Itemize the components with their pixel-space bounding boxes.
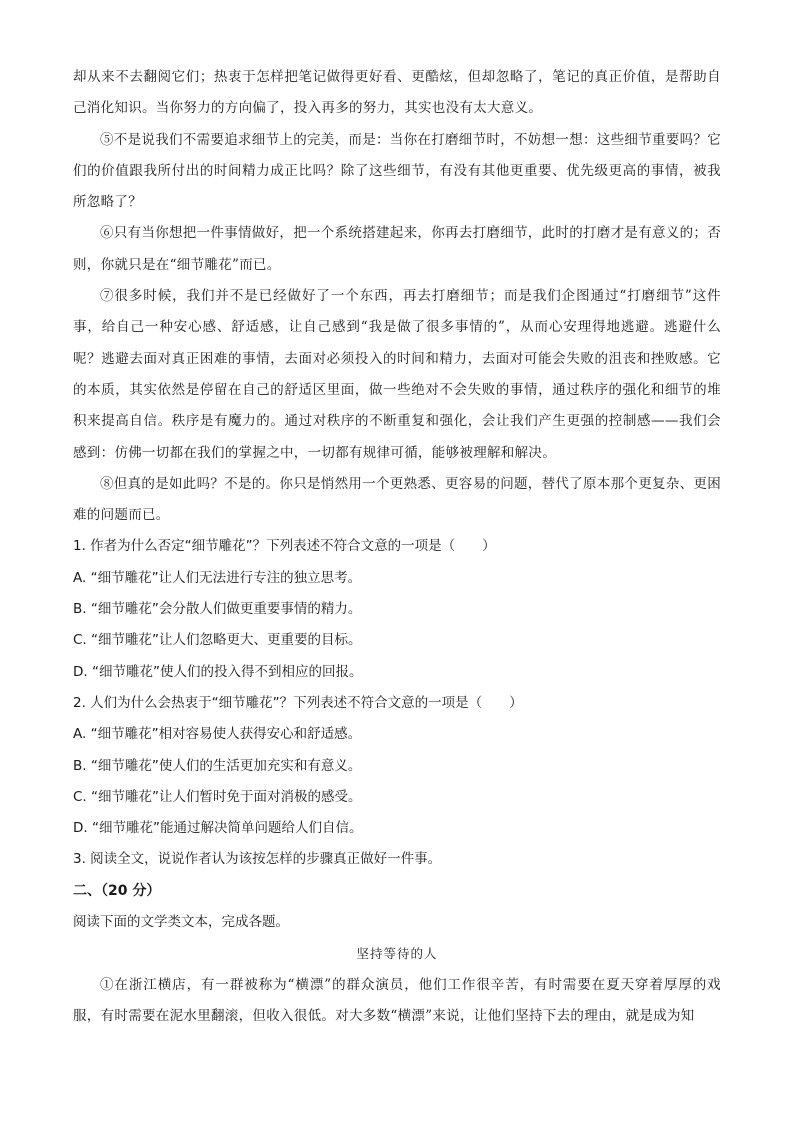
- passage-paragraph-8: ⑧但真的是如此吗？不是的。你只是悄然用一个更熟悉、更容易的问题，替代了原本那个更复杂、更困难的问题而已。: [73, 475, 721, 524]
- question-1-option-c: C. “细节雕花”让人们忽略更大、更重要的目标。: [73, 632, 362, 649]
- question-2-stem: 2. 人们为什么会热衷于“细节雕花”？下列表述不符合文意的一项是（ ）: [73, 694, 523, 711]
- question-1-stem: 1. 作者为什么否定“细节雕花”？下列表述不符合文意的一项是（ ）: [73, 538, 496, 555]
- passage-paragraph-continued: 却从来不去翻阅它们；热衷于怎样把笔记做得更好看、更酷炫，但却忽略了，笔记的真正价值，是帮助自己消化知识。当你努力的方向偏了，投入再多的努力，其实也没有太大意义。: [73, 69, 721, 117]
- passage-2-title: 坚持等待的人: [356, 946, 438, 962]
- question-1-option-a: A. “细节雕花”让人们无法进行专注的独立思考。: [73, 569, 362, 586]
- question-3-stem: 3. 阅读全文，说说作者认为该按怎样的步骤真正做好一件事。: [73, 851, 442, 868]
- passage-2-paragraph-1: ①在浙江横店，有一群被称为“横漂”的群众演员，他们工作很辛苦，有时需要在夏天穿着厚厚的戏服，有时需要在泥水里翻滚，但收入很低。对大多数“横漂”来说，让他们坚持下去的理由，就是成为知: [73, 976, 721, 1024]
- question-1-option-b: B. “细节雕花”会分散人们做更重要事情的精力。: [73, 601, 362, 618]
- question-2-option-d: D. “细节雕花”能通过解决简单问题给人们自信。: [73, 820, 363, 837]
- question-2-option-c: C. “细节雕花”让人们暂时免于面对消极的感受。: [73, 788, 362, 805]
- section-2-instruction: 阅读下面的文学类文本，完成各题。: [73, 914, 289, 931]
- document-content: [73, 62, 721, 1032]
- section-2-heading: 二、（20 分）: [73, 882, 161, 899]
- question-1-option-d: D. “细节雕花”使人们的投入得不到相应的回报。: [73, 663, 363, 680]
- passage-paragraph-5: ⑤不是说我们不需要追求细节上的完美，而是：当你在打磨细节时，不妨想一想：这些细节重要吗？它们的价值跟我所付出的时间精力成正比吗？除了这些细节，有没有其他更重要、优先级更高的事情，被我所忽略了？: [73, 131, 721, 211]
- passage-paragraph-6: ⑥只有当你想把一件事情做好，把一个系统搭建起来，你再去打磨细节，此时的打磨才是有意义的；否则，你就只是在“细节雕花”而已。: [73, 225, 721, 273]
- passage-paragraph-7: ⑦很多时候，我们并不是已经做好了一个东西，再去打磨细节；而是我们企图通过“打磨细节”这件事，给自己一种安心感、舒适感，让自己感到“我是做了很多事情的”，从而心安理得地逃避。逃避什么呢？逃避去面对真正困难的事情，去面对必须投入的时间和精力，去面对可能会失败的沮丧和挫败感。它的本质，其实依然是停留在自己的舒适区里面，做一些绝对不会失败的事情，通过秩序的强化和细节的堆积来提高自信。秩序是有魔力的。通过对秩序的不断重复和强化，会让我们产生更强的控制感——我们会感到：仿佛一切都在我们的掌握之中，一切都有规律可循，能够被理解和解决。: [73, 288, 721, 461]
- question-2-option-a: A. “细节雕花”相对容易使人获得安心和舒适感。: [73, 726, 362, 743]
- question-2-option-b: B. “细节雕花”使人们的生活更加充实和有意义。: [73, 757, 362, 774]
